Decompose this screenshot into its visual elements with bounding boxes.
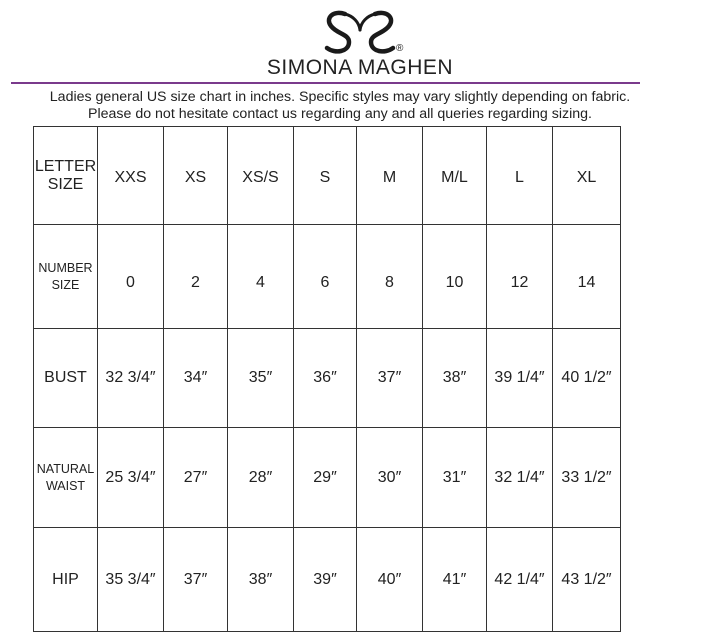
- measure-cell: 40″: [357, 528, 423, 632]
- measure-cell: 34″: [164, 329, 228, 428]
- size-cell: L: [487, 127, 553, 225]
- size-cell: XXS: [98, 127, 164, 225]
- size-cell: 4: [228, 225, 294, 329]
- size-cell: XS/S: [228, 127, 294, 225]
- row-header-line-1: NUMBER: [38, 260, 93, 275]
- measure-cell: 35 3/4″: [98, 528, 164, 632]
- measure-cell: 39 1/4″: [487, 329, 553, 428]
- row-header-line-1: HIP: [52, 570, 79, 588]
- measure-cell: 38″: [423, 329, 487, 428]
- measure-cell: 39″: [294, 528, 357, 632]
- row-header: [34, 528, 98, 632]
- measure-cell: 38″: [228, 528, 294, 632]
- row-header: [34, 127, 98, 225]
- measure-cell: 41″: [423, 528, 487, 632]
- registered-mark: ®: [396, 43, 404, 54]
- row-header: [34, 428, 98, 528]
- measure-cell: 31″: [423, 428, 487, 528]
- size-cell: 0: [98, 225, 164, 329]
- measure-cell: 36″: [294, 329, 357, 428]
- measure-cell: 29″: [294, 428, 357, 528]
- size-cell: 10: [423, 225, 487, 329]
- size-cell: XS: [164, 127, 228, 225]
- row-header: [34, 329, 98, 428]
- measure-cell: 35″: [228, 329, 294, 428]
- size-chart-notes: [0, 89, 680, 123]
- measure-cell: 32 1/4″: [487, 428, 553, 528]
- brand-logo: [0, 8, 720, 56]
- size-cell: 6: [294, 225, 357, 329]
- row-header-line-2: WAIST: [45, 478, 86, 493]
- measure-cell: 27″: [164, 428, 228, 528]
- row-natural-waist: [34, 428, 621, 528]
- row-header-line-1: LETTER: [34, 157, 97, 175]
- size-chart-table: [33, 126, 621, 632]
- size-cell: 8: [357, 225, 423, 329]
- size-cell: 14: [553, 225, 621, 329]
- notes-line-1: Ladies general US size chart in inches. Specific styles may vary slightly depending on fabric.: [49, 89, 631, 105]
- measure-cell: 40 1/2″: [553, 329, 621, 428]
- header-divider: [11, 82, 640, 84]
- size-cell: 2: [164, 225, 228, 329]
- size-cell: XL: [553, 127, 621, 225]
- measure-cell: 42 1/4″: [487, 528, 553, 632]
- row-bust: [34, 329, 621, 428]
- row-letter-size: [34, 127, 621, 225]
- row-hip: [34, 528, 621, 632]
- size-cell: M: [357, 127, 423, 225]
- size-cell: M/L: [423, 127, 487, 225]
- brand-name: SIMONA MAGHEN: [266, 56, 454, 79]
- row-header-line-1: BUST: [44, 369, 87, 386]
- row-header-line-2: SIZE: [51, 277, 80, 292]
- measure-cell: 43 1/2″: [553, 528, 621, 632]
- measure-cell: 32 3/4″: [98, 329, 164, 428]
- measure-cell: 30″: [357, 428, 423, 528]
- simona-maghen-monogram-icon: [315, 8, 405, 56]
- row-header: [34, 225, 98, 329]
- measure-cell: 25 3/4″: [98, 428, 164, 528]
- row-header-line-2: SIZE: [47, 175, 84, 193]
- measure-cell: 28″: [228, 428, 294, 528]
- row-number-size: [34, 225, 621, 329]
- measure-cell: 37″: [357, 329, 423, 428]
- measure-cell: 37″: [164, 528, 228, 632]
- size-cell: S: [294, 127, 357, 225]
- notes-line-2: Please do not hesitate contact us regarding any and all queries regarding sizing.: [88, 106, 592, 122]
- size-cell: 12: [487, 225, 553, 329]
- row-header-line-1: NATURAL: [36, 461, 95, 476]
- measure-cell: 33 1/2″: [553, 428, 621, 528]
